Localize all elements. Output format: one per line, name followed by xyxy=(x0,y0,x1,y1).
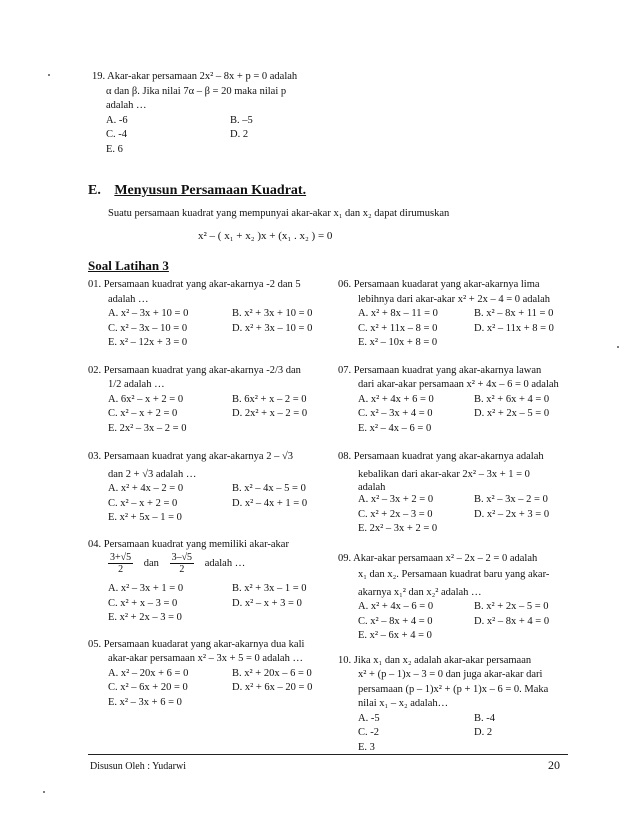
question-text: persamaan (p – 1)x² + (p + 1)x – 6 = 0. Maka xyxy=(358,683,549,695)
option-a: A. x² + 4x + 6 = 0 xyxy=(358,393,434,405)
option-a: A. x² – 3x + 10 = 0 xyxy=(108,308,189,319)
question-19 xyxy=(92,70,346,157)
option-c: C. x² – 6x + 20 = 0 xyxy=(108,682,188,693)
option-a: A. -6 xyxy=(106,114,128,126)
option-d: D. x² + 2x – 5 = 0 xyxy=(474,408,550,419)
option-e: E. 3 xyxy=(358,741,375,753)
option-a: A. x² + 4x – 2 = 0 xyxy=(108,483,184,494)
option-d: D. x² – 8x + 4 = 0 xyxy=(474,615,550,627)
option-c: C. x² – x + 2 = 0 xyxy=(108,408,178,419)
question-text: 01. Persamaan kuadrat yang akar-akarnya -2 dan 5 xyxy=(88,279,301,290)
option-b: B. x² – 3x – 2 = 0 xyxy=(474,494,548,505)
option-e: E. 2x² – 3x – 2 = 0 xyxy=(108,422,187,434)
option-c: C. x² – 8x + 4 = 0 xyxy=(358,615,433,627)
option-e: E. 6 xyxy=(106,143,123,155)
option-a: A. x² – 3x + 1 = 0 xyxy=(108,583,184,594)
question-text: nilai x₁ – x₂ adalah… xyxy=(358,698,449,709)
fraction-numerator: 3–√5 xyxy=(171,552,193,563)
option-d: D. x² – 11x + 8 = 0 xyxy=(474,322,554,334)
option-d: D. 2 xyxy=(474,727,493,738)
option-e: E. x² – 3x + 6 = 0 xyxy=(108,696,182,708)
footer-divider xyxy=(88,754,568,755)
question-text: 1/2 adalah … xyxy=(108,379,165,390)
question-text: x² + (p – 1)x – 3 = 0 dan juga akar-akar dari xyxy=(358,669,543,680)
exercise-title: Soal Latihan 3 xyxy=(88,258,169,273)
option-d: D. x² – x + 3 = 0 xyxy=(232,597,302,609)
question-06 xyxy=(338,278,570,351)
question-text: 04. Persamaan kuadrat yang memiliki akar-akar xyxy=(88,538,289,550)
question-text: 02. Persamaan kuadrat yang akar-akarnya -2/3 dan xyxy=(88,364,301,376)
question-text: x₁ dan x₂. Persamaan kuadrat baru yang akar- xyxy=(358,569,550,580)
scan-speck xyxy=(617,346,619,348)
option-e: E. x² – 12x + 3 = 0 xyxy=(108,337,188,348)
question-10 xyxy=(338,654,570,756)
question-text: kebalikan dari akar-akar 2x² – 3x + 1 = 0 xyxy=(358,468,530,480)
question-text: adalah … xyxy=(108,293,149,305)
option-a: A. x² – 20x + 6 = 0 xyxy=(108,667,189,679)
fraction-1 xyxy=(108,552,133,575)
option-c: C. x² + 11x – 8 = 0 xyxy=(358,322,438,334)
fraction-denominator: 2 xyxy=(179,564,185,575)
option-d: D. x² – 2x + 3 = 0 xyxy=(474,508,550,520)
option-c: C. -2 xyxy=(358,727,379,738)
footer-author: Disusun Oleh : Yudarwi xyxy=(90,761,187,772)
section-letter: E. xyxy=(88,183,101,198)
left-column xyxy=(88,278,336,710)
option-c: C. x² + 2x – 3 = 0 xyxy=(358,508,433,520)
option-c: C. x² – 3x + 4 = 0 xyxy=(358,408,433,419)
question-text: α dan β. Jika nilai 7α – β = 20 maka nilai p xyxy=(106,85,287,97)
question-text: akar-akar persamaan x² – 3x + 5 = 0 adalah … xyxy=(108,653,303,664)
option-c: C. x² + x – 3 = 0 xyxy=(108,597,178,609)
option-a: A. -5 xyxy=(358,712,380,724)
option-a: A. 6x² – x + 2 = 0 xyxy=(108,393,184,405)
option-c: C. x² – 3x – 10 = 0 xyxy=(108,322,188,334)
option-d: D. x² + 3x – 10 = 0 xyxy=(232,322,313,334)
question-02 xyxy=(88,364,336,437)
fraction-denominator: 2 xyxy=(118,564,124,575)
option-e: E. x² + 2x – 3 = 0 xyxy=(108,612,182,623)
option-b: B. –5 xyxy=(230,114,253,126)
option-e: E. x² – 4x – 6 = 0 xyxy=(358,422,432,434)
section-e-heading xyxy=(88,183,306,199)
option-e: E. x² – 10x + 8 = 0 xyxy=(358,337,438,348)
question-text: 08. Persamaan kuadrat yang akar-akarnya adalah xyxy=(338,451,544,462)
option-d: D. x² – 4x + 1 = 0 xyxy=(232,497,308,509)
question-text: 09. Akar-akar persamaan x² – 2x – 2 = 0 adalah xyxy=(338,552,538,564)
question-text: 10. Jika x₁ dan x₂ adalah akar-akar persamaan xyxy=(338,654,532,666)
option-e: E. x² – 6x + 4 = 0 xyxy=(358,630,432,641)
right-column xyxy=(338,278,570,755)
option-b: B. 6x² + x – 2 = 0 xyxy=(232,393,307,405)
question-text: dari akar-akar persamaan x² + 4x – 6 = 0 adalah xyxy=(358,379,559,390)
question-text: 07. Persamaan kuadrat yang akar-akarnya lawan xyxy=(338,364,542,376)
option-b: B. x² + 20x – 6 = 0 xyxy=(232,667,312,679)
scan-speck xyxy=(48,74,50,76)
fraction-line xyxy=(88,552,336,582)
conjunction: dan xyxy=(143,558,159,569)
question-text: 06. Persamaan kuadarat yang akar-akarnya lima xyxy=(338,279,540,290)
question-text: adalah … xyxy=(106,100,147,111)
option-a: A. x² – 3x + 2 = 0 xyxy=(358,494,434,505)
question-09 xyxy=(338,552,570,644)
scan-speck xyxy=(43,791,45,793)
question-text: dan 2 + √3 adalah … xyxy=(108,468,197,480)
option-b: B. x² – 8x + 11 = 0 xyxy=(474,308,554,319)
option-b: B. x² + 3x – 1 = 0 xyxy=(232,583,307,594)
option-b: B. x² + 6x + 4 = 0 xyxy=(474,393,550,405)
question-text: akarnya x₁² dan x₂² adalah … xyxy=(358,586,482,598)
section-intro: Suatu persamaan kuadrat yang mempunyai akar-akar x₁ dan x₂ dapat dirumuskan xyxy=(108,208,450,219)
option-b: B. x² + 3x + 10 = 0 xyxy=(232,308,313,319)
question-text: 05. Persamaan kuadarat yang akar-akarnya dua kali xyxy=(88,638,305,650)
question-07 xyxy=(338,364,570,437)
option-d: D. x² + 6x – 20 = 0 xyxy=(232,682,313,693)
question-text: lebihnya dari akar-akar x² + 2x – 4 = 0 adalah xyxy=(358,293,551,305)
option-b: B. x² – 4x – 5 = 0 xyxy=(232,483,306,494)
option-a: A. x² + 4x – 6 = 0 xyxy=(358,601,434,612)
question-08 xyxy=(338,450,570,537)
section-title: Menyusun Persamaan Kuadrat. xyxy=(114,183,307,198)
option-a: A. x² + 8x – 11 = 0 xyxy=(358,308,438,319)
formula: x² – ( x₁ + x₂ )x + (x₁ . x₂ ) = 0 xyxy=(198,230,333,242)
option-b: B. x² + 2x – 5 = 0 xyxy=(474,601,549,612)
option-b: B. -4 xyxy=(474,712,495,724)
option-c: C. -4 xyxy=(106,129,127,140)
option-d: D. 2x² + x – 2 = 0 xyxy=(232,408,308,419)
option-d: D. 2 xyxy=(230,129,249,140)
question-text: 19. Akar-akar persamaan 2x² – 8x + p = 0 adalah xyxy=(92,71,298,82)
question-03 xyxy=(88,450,336,526)
page-number: 20 xyxy=(548,758,560,772)
question-text: adalah xyxy=(358,482,386,493)
option-e: E. 2x² – 3x + 2 = 0 xyxy=(358,523,438,534)
question-01 xyxy=(88,278,336,351)
option-e: E. x² + 5x – 1 = 0 xyxy=(108,512,182,523)
question-04 xyxy=(88,538,336,626)
question-text: 03. Persamaan kuadrat yang akar-akarnya 2 – √3 xyxy=(88,451,293,462)
question-text: adalah … xyxy=(204,558,246,569)
fraction-2 xyxy=(170,552,195,575)
question-05 xyxy=(88,638,336,711)
option-c: C. x² – x + 2 = 0 xyxy=(108,497,178,509)
fraction-numerator: 3+√5 xyxy=(110,552,132,563)
